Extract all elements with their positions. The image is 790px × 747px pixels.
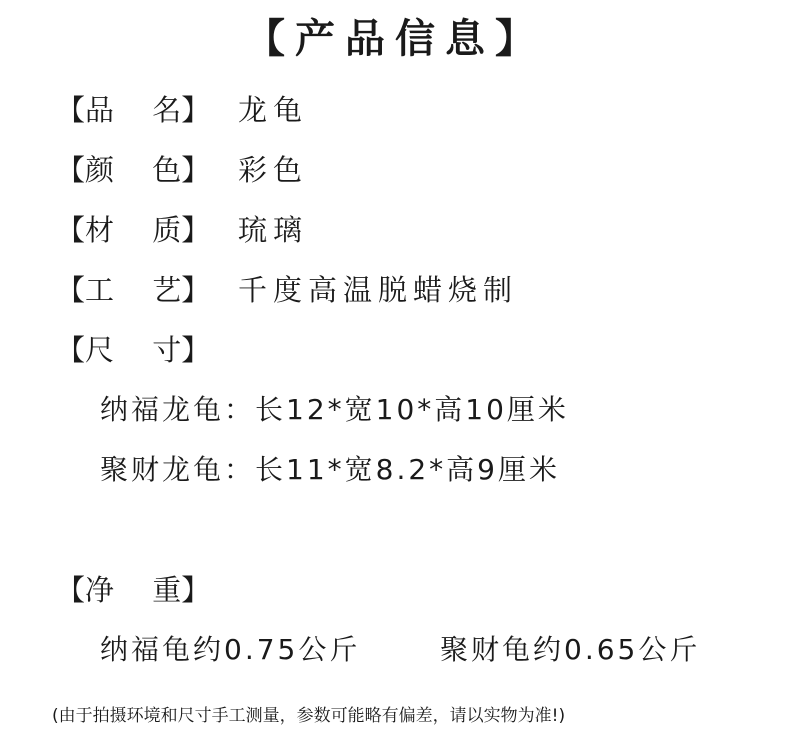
spec-label-size: 【尺 寸】: [56, 333, 211, 367]
spec-value-name: 龙龟: [238, 93, 309, 127]
spec-value-color: 彩色: [238, 153, 309, 187]
weight-line: [100, 630, 701, 670]
spec-value-craft: 千度高温脱蜡烧制: [238, 273, 519, 307]
size-line-nafu: 纳福龙龟：长12*宽10*高10厘米: [100, 393, 569, 426]
page-title: 【产品信息】: [245, 15, 545, 62]
spec-row-craft: [56, 270, 518, 310]
size-line-jucai: 聚财龙龟：长11*宽8.2*高9厘米: [100, 453, 560, 486]
spec-row-material: [56, 210, 308, 250]
spec-label-color: 【颜 色】: [56, 153, 211, 187]
spec-row-size: [56, 330, 238, 370]
spec-label-weight: 【净 重】: [56, 573, 211, 607]
spec-row-color: [56, 150, 308, 190]
disclaimer-note: (由于拍摄环境和尺寸手工测量，参数可能略有偏差，请以实物为准!): [52, 706, 566, 726]
spec-label-material: 【材 质】: [56, 213, 211, 247]
spec-row-name: [56, 90, 308, 130]
spec-row-weight: [56, 570, 238, 610]
spec-value-material: 琉璃: [238, 213, 309, 247]
weight-jucai: 聚财龟约0.65公斤: [440, 633, 701, 666]
weight-nafu: 纳福龟约0.75公斤: [100, 633, 361, 666]
spec-label-craft: 【工 艺】: [56, 273, 211, 307]
spec-label-name: 【品 名】: [56, 93, 211, 127]
